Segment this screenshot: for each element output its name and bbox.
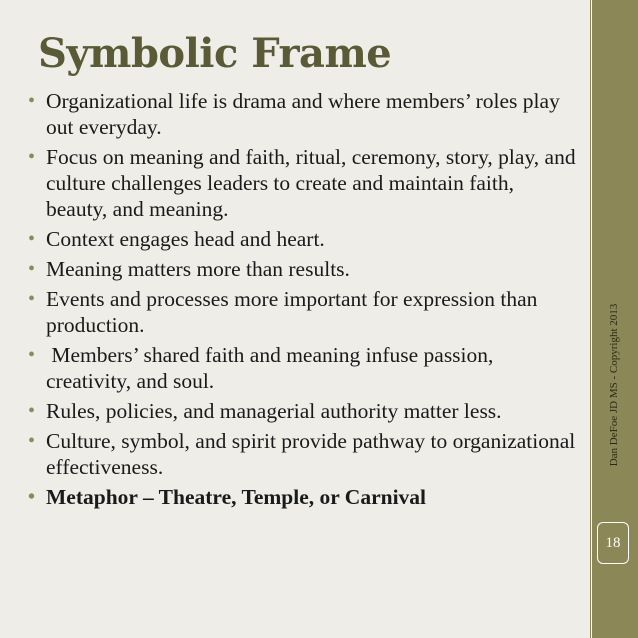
sidebar-divider [591, 0, 592, 638]
copyright-footer: Dan DeFoe JD MS - Copyright 2013 [608, 303, 620, 467]
slide-title: Symbolic Frame [38, 30, 392, 77]
bullet-item: • Members’ shared faith and meaning infuse passion, creativity, and soul. [28, 342, 578, 394]
bullet-item: • Context engages head and heart. [28, 226, 578, 252]
bullet-item: • Focus on meaning and faith, ritual, ceremony, story, play, and culture challenges leaders to create and maintain faith, beauty, and meaning. [28, 144, 578, 222]
bullet-item: • Meaning matters more than results. [28, 256, 578, 282]
bullet-item: • Organizational life is drama and where members’ roles play out everyday. [28, 88, 578, 140]
bullet-item: • Events and processes more important for expression than production. [28, 286, 578, 338]
bullet-list [28, 88, 578, 514]
bullet-item: • Rules, policies, and managerial authority matter less. [28, 398, 578, 424]
bullet-item: • Culture, symbol, and spirit provide pathway to organizational effectiveness. [28, 428, 578, 480]
bullet-item-emphasis: • Metaphor – Theatre, Temple, or Carnival [28, 484, 578, 510]
page-number: 18 [597, 522, 629, 564]
